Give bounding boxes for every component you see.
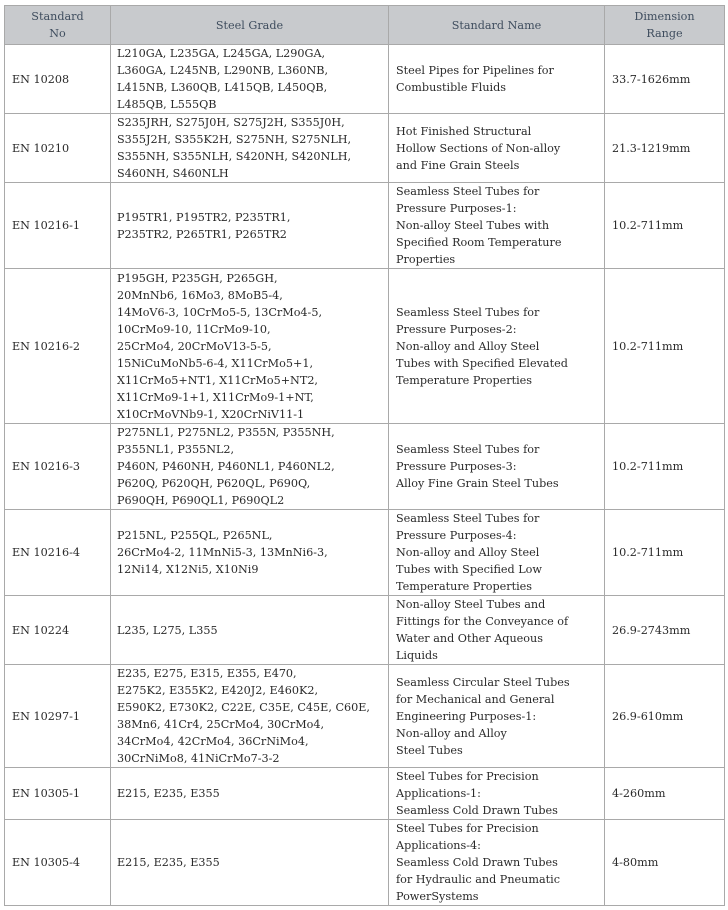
steel-grade-cell: L235, L275, L355 bbox=[111, 596, 389, 665]
standard-name-cell: Seamless Circular Steel Tubes for Mechanical and General Engineering Purposes-1: Non-alloy and Alloy Steel Tubes bbox=[389, 665, 605, 768]
table-row bbox=[5, 114, 725, 183]
steel-grade-cell: E215, E235, E355 bbox=[111, 820, 389, 906]
steel-grade-cell: E215, E235, E355 bbox=[111, 768, 389, 820]
steel-grade-cell: E235, E275, E315, E355, E470, E275K2, E355K2, E420J2, E460K2, E590K2, E730K2, C22E, C35E, C45E, C60E, 38Mn6, 41Cr4, 25CrMo4, 30CrMo4, 34CrMo4, 42CrMo4, 36CrNiMo4, 30CrNiMo8, 41NiCrMo7-3-2 bbox=[111, 665, 389, 768]
dimension-range-cell: 33.7-1626mm bbox=[605, 45, 725, 114]
steel-grade-cell: P195GH, P235GH, P265GH, 20MnNb6, 16Mo3, 8MoB5-4, 14MoV6-3, 10CrMo5-5, 13CrMo4-5, 10CrMo9-10, 11CrMo9-10, 25CrMo4, 20CrMoV13-5-5, 15NiCuMoNb5-6-4, X11CrMo5+1, X11CrMo5+NT1, X11CrMo5+NT2, X11CrMo9-1+1, X11CrMo9-1+NT, X10CrMoVNb9-1, X20CrNiV11-1 bbox=[111, 269, 389, 424]
table-header-row bbox=[5, 6, 725, 45]
dimension-range-cell: 4-260mm bbox=[605, 768, 725, 820]
standard-no-cell: EN 10216-4 bbox=[5, 510, 111, 596]
table-row bbox=[5, 665, 725, 768]
steel-grade-cell: P195TR1, P195TR2, P235TR1, P235TR2, P265TR1, P265TR2 bbox=[111, 183, 389, 269]
steel-grade-cell: S235JRH, S275J0H, S275J2H, S355J0H, S355J2H, S355K2H, S275NH, S275NLH, S355NH, S355NLH, S420NH, S420NLH, S460NH, S460NLH bbox=[111, 114, 389, 183]
dimension-range-cell: 21.3-1219mm bbox=[605, 114, 725, 183]
table-row bbox=[5, 510, 725, 596]
table-row bbox=[5, 768, 725, 820]
standard-no-cell: EN 10305-1 bbox=[5, 768, 111, 820]
header-steel-grade: Steel Grade bbox=[111, 6, 389, 45]
standard-name-cell: Seamless Steel Tubes for Pressure Purposes-3: Alloy Fine Grain Steel Tubes bbox=[389, 424, 605, 510]
table-row bbox=[5, 269, 725, 424]
dimension-range-cell: 10.2-711mm bbox=[605, 424, 725, 510]
standard-no-cell: EN 10208 bbox=[5, 45, 111, 114]
steel-standards-table bbox=[4, 5, 725, 906]
table-row bbox=[5, 820, 725, 906]
standard-no-cell: EN 10224 bbox=[5, 596, 111, 665]
standard-name-cell: Hot Finished Structural Hollow Sections of Non-alloy and Fine Grain Steels bbox=[389, 114, 605, 183]
steel-grade-cell: P215NL, P255QL, P265NL, 26CrMo4-2, 11MnNi5-3, 13MnNi6-3, 12Ni14, X12Ni5, X10Ni9 bbox=[111, 510, 389, 596]
steel-grade-cell: L210GA, L235GA, L245GA, L290GA, L360GA, L245NB, L290NB, L360NB, L415NB, L360QB, L415QB, L450QB, L485QB, L555QB bbox=[111, 45, 389, 114]
table-row bbox=[5, 596, 725, 665]
standard-name-cell: Seamless Steel Tubes for Pressure Purposes-2: Non-alloy and Alloy Steel Tubes with Specified Elevated Temperature Properties bbox=[389, 269, 605, 424]
header-dimension-range: Dimension Range bbox=[605, 6, 725, 45]
dimension-range-cell: 10.2-711mm bbox=[605, 510, 725, 596]
dimension-range-cell: 4-80mm bbox=[605, 820, 725, 906]
steel-grade-cell: P275NL1, P275NL2, P355N, P355NH, P355NL1, P355NL2, P460N, P460NH, P460NL1, P460NL2, P620Q, P620QH, P620QL, P690Q, P690QH, P690QL1, P690QL2 bbox=[111, 424, 389, 510]
standard-name-cell: Seamless Steel Tubes for Pressure Purposes-1: Non-alloy Steel Tubes with Specified Room Temperature Properties bbox=[389, 183, 605, 269]
table-row bbox=[5, 45, 725, 114]
dimension-range-cell: 26.9-2743mm bbox=[605, 596, 725, 665]
standard-no-cell: EN 10216-1 bbox=[5, 183, 111, 269]
standard-name-cell: Seamless Steel Tubes for Pressure Purposes-4: Non-alloy and Alloy Steel Tubes with Specified Low Temperature Properties bbox=[389, 510, 605, 596]
table-row bbox=[5, 424, 725, 510]
standard-no-cell: EN 10216-2 bbox=[5, 269, 111, 424]
header-standard-name: Standard Name bbox=[389, 6, 605, 45]
dimension-range-cell: 10.2-711mm bbox=[605, 269, 725, 424]
standard-name-cell: Steel Tubes for Precision Applications-4: Seamless Cold Drawn Tubes for Hydraulic and Pneumatic PowerSystems bbox=[389, 820, 605, 906]
header-standard-no: Standard No bbox=[5, 6, 111, 45]
standard-no-cell: EN 10297-1 bbox=[5, 665, 111, 768]
table-row bbox=[5, 183, 725, 269]
standard-no-cell: EN 10216-3 bbox=[5, 424, 111, 510]
dimension-range-cell: 10.2-711mm bbox=[605, 183, 725, 269]
standard-name-cell: Steel Tubes for Precision Applications-1: Seamless Cold Drawn Tubes bbox=[389, 768, 605, 820]
standard-name-cell: Non-alloy Steel Tubes and Fittings for the Conveyance of Water and Other Aqueous Liquids bbox=[389, 596, 605, 665]
dimension-range-cell: 26.9-610mm bbox=[605, 665, 725, 768]
standard-no-cell: EN 10210 bbox=[5, 114, 111, 183]
standard-no-cell: EN 10305-4 bbox=[5, 820, 111, 906]
standard-name-cell: Steel Pipes for Pipelines for Combustible Fluids bbox=[389, 45, 605, 114]
